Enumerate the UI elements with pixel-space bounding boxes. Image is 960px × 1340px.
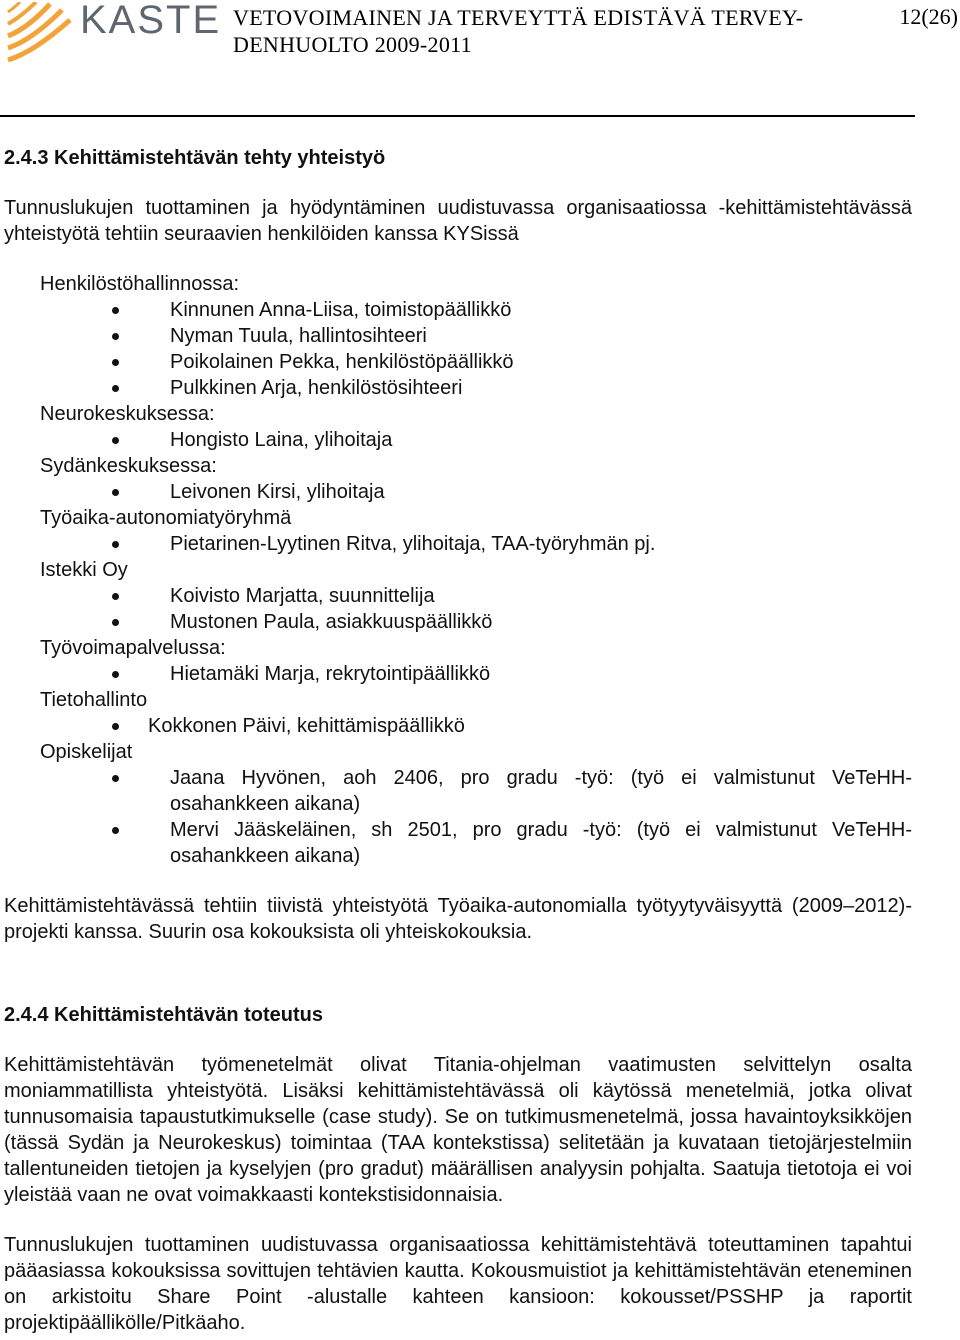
- group-henkilostohallinto: [4, 271, 912, 401]
- section-heading-2-4-4: 2.4.4 Kehittämistehtävän toteutus: [4, 1004, 323, 1026]
- document-title: VETOVOIMAINEN JA TERVEYTTÄ EDISTÄVÄ TERVEY-DENHUOLTO 2009-2011: [233, 5, 804, 57]
- list-item: Jaana Hyvönen, aoh 2406, pro gradu -työ: (työ ei valmistunut VeTeHH-osahankkeen aikana): [4, 765, 912, 817]
- list-item: Koivisto Marjatta, suunnittelija: [4, 583, 912, 609]
- group-opiskelijat: [4, 739, 912, 869]
- list-item: Hongisto Laina, ylihoitaja: [4, 427, 912, 453]
- closing-paragraph: Kehittämistehtävässä tehtiin tiivistä yhteistyötä Työaika-autonomialla työtyytyväisyyttä (2009–2012)-projekti kanssa. Suurin osa kokouksista oli yhteiskokouksia.: [4, 895, 912, 943]
- page-number: 12(26): [899, 4, 958, 29]
- group-tyovoimapalvelu: [4, 635, 912, 687]
- group-neurokeskus: [4, 401, 912, 453]
- group-label: Työaika-autonomiatyöryhmä: [40, 507, 292, 529]
- header-divider: [0, 115, 915, 117]
- list-item: Kinnunen Anna-Liisa, toimistopäällikkö: [4, 297, 912, 323]
- group-tyoaika-autonomia: [4, 505, 912, 557]
- group-label: Työvoimapalvelussa:: [40, 637, 226, 659]
- page-header: [0, 0, 960, 120]
- section-heading-2-4-3: 2.4.3 Kehittämistehtävän tehty yhteistyö: [4, 147, 386, 169]
- group-label: Neurokeskuksessa:: [40, 403, 215, 425]
- sun-rays-icon: [4, 2, 76, 64]
- group-label: Opiskelijat: [40, 741, 133, 763]
- list-item: Mustonen Paula, asiakkuuspäällikkö: [4, 609, 912, 635]
- list-item: Pulkkinen Arja, henkilöstösihteeri: [4, 375, 912, 401]
- list-item: Nyman Tuula, hallintosihteeri: [4, 323, 912, 349]
- list-item: Leivonen Kirsi, ylihoitaja: [4, 479, 912, 505]
- group-tietohallinto: [4, 687, 912, 739]
- list-item: Mervi Jääskeläinen, sh 2501, pro gradu -työ: (työ ei valmistunut VeTeHH-osahankkeen aikana): [4, 817, 912, 869]
- implementation-paragraph: Tunnuslukujen tuottaminen uudistuvassa organisaatiossa kehittämistehtävä toteuttaminen tapahtui pääasiassa kokouksissa sovittujen tehtävien kautta. Kokousmuistiot ja kehittämistehtävän eteneminen on arkistoitu Share Point -alustalle kahteen kansioon: kokousset/PSSHP ja raportit projektipäällikölle/Pitkäaho.: [4, 1234, 912, 1334]
- list-item: Hietamäki Marja, rekrytointipäällikkö: [4, 661, 912, 687]
- group-label: Istekki Oy: [40, 559, 128, 581]
- intro-paragraph: Tunnuslukujen tuottaminen ja hyödyntäminen uudistuvassa organisaatiossa -kehittämistehtävässä yhteistyötä tehtiin seuraavien henkilöiden kanssa KYSissä: [4, 197, 912, 245]
- kaste-logo: [4, 0, 222, 64]
- list-item: Poikolainen Pekka, henkilöstöpäällikkö: [4, 349, 912, 375]
- list-item: Kokkonen Päivi, kehittämispäällikkö: [4, 713, 912, 739]
- group-istekki: [4, 557, 912, 635]
- list-item: Pietarinen-Lyytinen Ritva, ylihoitaja, TAA-työryhmän pj.: [4, 531, 912, 557]
- page-body: [4, 140, 912, 1336]
- group-sydankeskus: [4, 453, 912, 505]
- group-label: Tietohallinto: [40, 689, 148, 711]
- group-label: Sydänkeskuksessa:: [40, 455, 217, 477]
- logo-wordmark: KASTE: [80, 0, 222, 42]
- methods-paragraph: Kehittämistehtävän työmenetelmät olivat Titania-ohjelman vaatimusten selvittelyn osalta moniammatillista yhteistyötä. Lisäksi kehittämistehtävässä oli käytössä menetelmiä, jotka olivat tunnusomaisia tapaustutkimukselle (case study). Se on tutkimusmenetelmä, jossa havaintoyksikköjen (tässä Sydän ja Neurokeskus) toimintaa (TAA kontekstissa) selitetään ja kuvataan tietojärjestelmiin tallentuneiden tietojen ja kyselyjen (pro gradut) määrällisen analyysin pohjalta. Saatuja tietotoja ei voi yleistää vaan ne ovat voimakkaasti kontekstisidonnaisia.: [4, 1054, 912, 1206]
- group-label: Henkilöstöhallinnossa:: [40, 273, 240, 295]
